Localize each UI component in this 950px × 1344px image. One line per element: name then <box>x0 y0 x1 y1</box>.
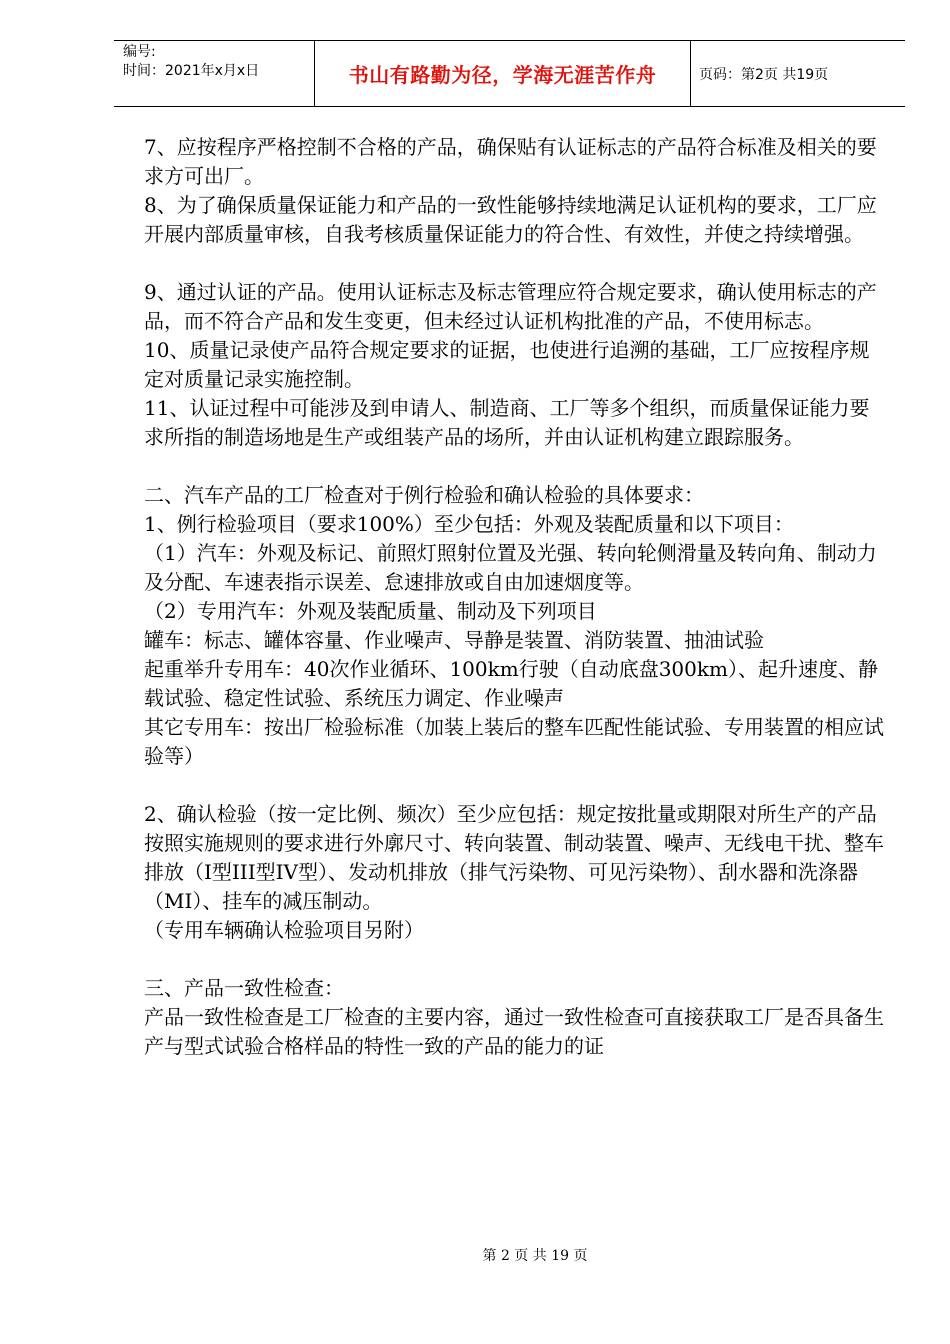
body-paragraph: 2、确认检验（按一定比例、频次）至少应包括：规定按批量或期限对所生产的产品按照实施规则的要求进行外廓尺寸、转向装置、制动装置、噪声、无线电干扰、整车排放（I型III型IV型）、发动机排放（排气污染物、可见污染物）、刮水器和洗涤器（MI）、挂车的减压制动。 <box>144 802 884 913</box>
document-body <box>144 133 889 1061</box>
body-paragraph: 二、汽车产品的工厂检查对于例行检验和确认检验的具体要求： <box>144 483 704 507</box>
body-paragraph: （2）专用汽车：外观及装配质量、制动及下列项目 <box>144 599 597 623</box>
number-label: 编号: <box>123 44 156 60</box>
header-meta <box>114 41 315 106</box>
body-paragraph: 8、为了确保质量保证能力和产品的一致性能够持续地满足认证机构的要求，工厂应开展内部质量审核，自我考核质量保证能力的符合性、有效性，并使之持续增强。 <box>144 193 877 246</box>
body-paragraph: （1）汽车：外观及标记、前照灯照射位置及光强、转向轮侧滑量及转向角、制动力及分配、车速表指示误差、怠速排放或自由加速烟度等。 <box>144 541 877 594</box>
body-paragraph: 1、例行检验项目（要求100%）至少包括：外观及装配质量和以下项目： <box>144 512 794 536</box>
header-page-number: 页码：第2页 共19页 <box>699 66 829 83</box>
time-label: 时间：2021年x月x日 <box>123 63 260 79</box>
paragraph-spacer <box>144 945 889 974</box>
page-footer: 第 2 页 共 19 页 <box>482 1248 588 1264</box>
paragraph-spacer <box>144 771 889 800</box>
paragraph-spacer <box>144 452 889 481</box>
body-paragraph: 罐车：标志、罐体容量、作业噪声、导静是装置、消防装置、抽油试验 <box>144 628 764 652</box>
body-paragraph: 产品一致性检查是工厂检查的主要内容，通过一致性检查可直接获取工厂是否具备生产与型式试验合格样品的特性一致的产品的能力的证 <box>144 1005 884 1058</box>
body-paragraph: 7、应按程序严格控制不合格的产品，确保贴有认证标志的产品符合标准及相关的要求方可出厂。 <box>144 135 877 188</box>
body-paragraph: 其它专用车：按出厂检验标准（加装上装后的整车匹配性能试验、专用装置的相应试验等） <box>144 715 884 768</box>
body-paragraph: 9、通过认证的产品。使用认证标志及标志管理应符合规定要求，确认使用标志的产品，而不符合产品和发生变更，但未经过认证机构批准的产品，不使用标志。 <box>144 280 877 333</box>
body-paragraph: 11、认证过程中可能涉及到申请人、制造商、工厂等多个组织，而质量保证能力要求所指的制造场地是生产或组装产品的场所，并由认证机构建立跟踪服务。 <box>144 396 870 449</box>
body-paragraph: 三、产品一致性检查： <box>144 976 344 1000</box>
paragraph-spacer <box>144 249 889 278</box>
body-paragraph: （专用车辆确认检验项目另附） <box>144 918 424 942</box>
header-motto: 书山有路勤为径，学海无涯苦作舟 <box>315 41 691 106</box>
body-paragraph: 10、质量记录使产品符合规定要求的证据，也使进行追溯的基础，工厂应按程序规定对质量记录实施控制。 <box>144 338 870 391</box>
body-paragraph: 起重举升专用车：40次作业循环、100km行驶（自动底盘300km）、起升速度、静载试验、稳定性试验、系统压力调定、作业噪声 <box>144 657 878 710</box>
document-header <box>114 40 905 107</box>
